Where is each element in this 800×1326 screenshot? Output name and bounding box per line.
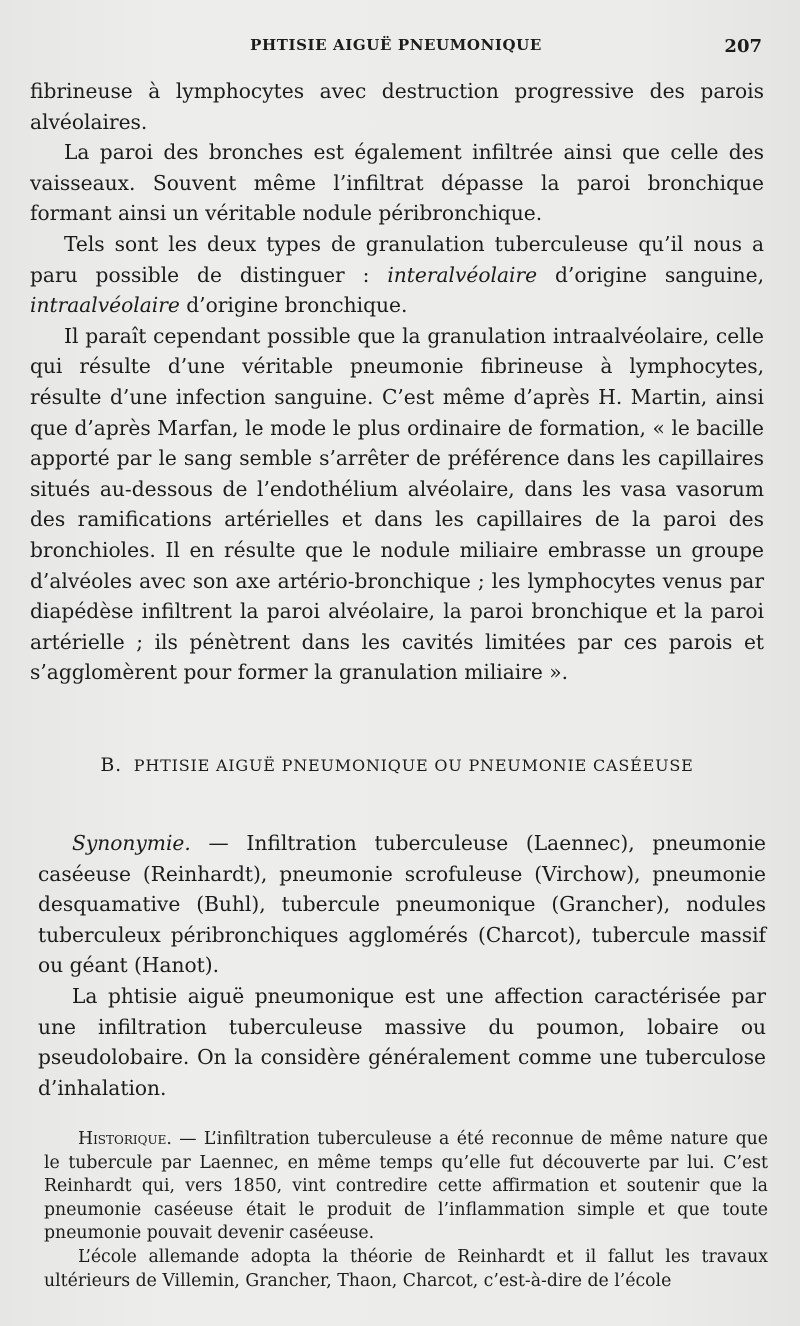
section-title: PHTISIE AIGUË PNEUMONIQUE OU PNEUMONIE CASÉEUSE [133, 756, 694, 775]
page-number: 207 [724, 36, 762, 57]
section-letter: B. [100, 754, 122, 776]
paragraph-definition: La phtisie aiguë pneumonique est une affection caractérisée par une infiltration tuberculeuse massive du poumon, lobaire ou pseudolobaire. On la considère généralement comme une tuberculose d’inhalation. [38, 983, 766, 1100]
paragraph-infection-sanguine: Il paraît cependant possible que la granulation intraalvéolaire, celle qui résulte d’une véritable pneumonie fibrineuse à lymphocytes, résulte d’une infection sanguine. C’est même d’après H. Martin, ainsi que d’après Marfan, le mode le plus ordinaire de formation, « le bacille apporté par le sang semble s’arrêter de préférence dans les capillaires situés au-dessous de l’endothélium alvéolaire, dans les vasa vasorum des ramifications artérielles et dans les capillaires de la paroi des bronchioles. Il en résulte que le nodule miliaire embrasse un groupe d’alvéoles avec son axe artério-bronchique ; les lymphocytes venus par diapédèse infiltrent la paroi alvéolaire, la paroi bronchique et la paroi artérielle ; ils pénètrent dans les cavités limitées par ces parois et s’agglomèrent pour former la granulation miliaire ». [30, 323, 764, 685]
paragraph-ecole-allemande: L’école allemande adopta la théorie de Reinhardt et il fallut les travaux ultérieurs de Villemin, Grancher, Thaon, Charcot, c’est-à-dire de l’école [44, 1246, 768, 1291]
historique-label: Historique. [78, 1129, 172, 1149]
text-run: d’origine bronchique. [179, 293, 408, 318]
section-heading [30, 754, 764, 776]
text-run: d’origine sanguine, [537, 262, 764, 287]
historique-text: — L’infiltration tuberculeuse a été reconnue de même nature que le tubercule par Laennec, en même temps qu’elle fut découverte par lui. C’est Reinhardt qui, vers 1850, vint contredire cette affirmation et soutenir que la pneumonie caséeuse était le produit de l’inflammation simple et que toute pneumonie pouvait devenir caséeuse. [44, 1129, 768, 1244]
historique-block [44, 1128, 768, 1293]
text-run: Tels sont les deux types de granulation tuberculeuse qu’il nous a paru possible de distinguer : [30, 231, 764, 287]
paragraph-synonymie [38, 828, 766, 981]
running-head-title: PHTISIE AIGUË PNEUMONIQUE [250, 36, 542, 54]
italic-term-interalveolaire: interalvéolaire [387, 262, 538, 287]
italic-term-intraalveolaire: intraalvéolaire [30, 293, 180, 318]
synonymie-text: — Infiltration tuberculeuse (Laennec), pneumonie caséeuse (Reinhardt), pneumonie scrofuleuse (Virchow), pneumonie desquamative (Buhl), tubercule pneumonique (Grancher), nodules tuberculeux péribronchiques agglomérés (Charcot), tubercule massif ou géant (Hanot). [38, 831, 766, 978]
section-body [38, 828, 766, 1103]
paragraph-historique [44, 1128, 768, 1246]
main-text-block [30, 76, 764, 688]
paragraph-granulation-types [30, 229, 764, 321]
paragraph-continuation: fibrineuse à lymphocytes avec destruction progressive des parois alvéolaires. [30, 79, 764, 134]
paragraph-bronches: La paroi des bronches est également infiltrée ainsi que celle des vaisseaux. Souvent même l’infiltrat dépasse la paroi bronchique formant ainsi un véritable nodule péribronchique. [30, 140, 764, 226]
running-head [30, 36, 762, 60]
synonymie-label: Synonymie. [72, 831, 191, 855]
